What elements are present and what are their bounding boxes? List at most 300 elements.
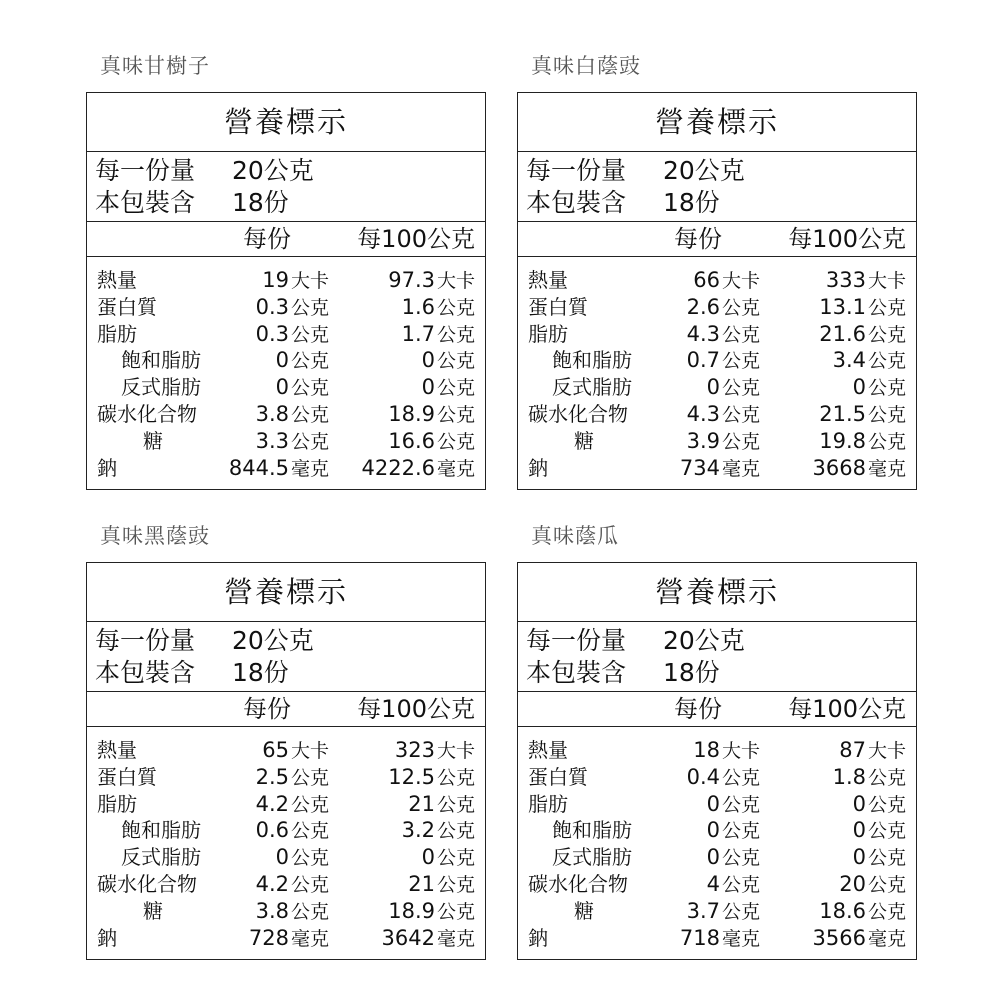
value-unit: 公克 [721,350,760,373]
servings-row [518,187,916,219]
value-number: 728 [248,925,289,950]
nutrient-name: 熱量 [528,268,568,292]
value-unit: 公克 [867,766,906,789]
nutrient-table [87,727,485,959]
servings-value: 18份 [232,658,289,687]
per-serving-header: 每份 [674,225,722,253]
per-100g-value [408,871,475,899]
per-100g-value [362,455,476,483]
per-100g-value [833,764,906,792]
value-unit: 公克 [290,820,329,843]
label-title: 營養標示 [518,563,916,622]
per-serving-value [276,347,329,375]
serving-size-value: 20公克 [663,156,745,185]
per-serving-value [680,925,760,953]
value-number: 4.3 [686,321,720,346]
per-100g-value [395,737,475,765]
value-unit: 公克 [867,900,906,923]
per-100g-value [382,925,475,953]
value-unit: 公克 [721,323,760,346]
value-unit: 大卡 [721,270,760,292]
nutrient-row [518,791,916,818]
nutrient-row [87,321,485,348]
nutrient-row [87,817,485,844]
value-number: 0 [852,375,866,400]
nutrient-row [518,347,916,374]
product-name: 真味白蔭豉 [531,54,641,78]
value-number: 734 [679,455,720,480]
serving-info [518,622,916,692]
servings-value: 18份 [663,658,720,687]
value-number: 4.2 [255,871,289,896]
value-unit: 毫克 [867,927,906,950]
serving-size-value: 20公克 [232,156,314,185]
per-100g-value [402,294,475,322]
nutrient-name: 鈉 [97,455,117,480]
label-title: 營養標示 [87,563,485,622]
nutrient-row [87,267,485,294]
per-serving-value [687,321,760,349]
value-number: 66 [693,268,720,292]
per-100g-value [819,321,906,349]
value-unit: 毫克 [436,927,475,950]
value-unit: 公克 [867,820,906,843]
servings-value: 18份 [663,188,720,217]
value-unit: 大卡 [721,740,760,762]
per-serving-value [256,428,329,456]
value-unit: 公克 [721,873,760,896]
value-unit: 公克 [436,296,475,319]
value-number: 4.2 [255,791,289,816]
value-unit: 公克 [436,377,475,400]
per-serving-value [256,791,329,819]
value-unit: 公克 [721,820,760,843]
nutrient-row [87,764,485,791]
value-number: 3.8 [255,401,289,426]
nutrient-name: 碳水化合物 [528,871,628,896]
nutrient-name: 糖 [143,898,163,923]
value-unit: 毫克 [290,457,329,480]
value-unit: 公克 [867,430,906,453]
value-number: 2.5 [255,764,289,789]
value-unit: 公克 [721,296,760,319]
product-name: 真味甘樹子 [100,54,210,78]
value-number: 1.6 [401,294,435,319]
servings-value: 18份 [232,188,289,217]
nutrient-row [518,898,916,925]
per-100g-value [388,267,475,295]
nutrient-row [518,294,916,321]
value-number: 18.6 [819,898,866,923]
value-number: 87 [839,738,866,762]
serving-size-row [518,155,916,187]
value-unit: 公克 [290,377,329,400]
value-unit: 公克 [290,847,329,870]
per-100g-value [402,321,475,349]
value-number: 844.5 [228,455,289,480]
per-serving-value [707,374,760,402]
nutrient-table [518,727,916,959]
per-serving-value [680,455,760,483]
nutrient-row [87,791,485,818]
value-number: 0.7 [686,348,720,373]
per-100g-value [853,374,906,402]
value-number: 0 [706,818,720,843]
per-100g-value [819,428,906,456]
serving-info [518,152,916,222]
value-unit: 公克 [290,430,329,453]
nutrition-label [86,562,486,960]
value-number: 3.7 [686,898,720,923]
value-unit: 公克 [290,793,329,816]
per-100g-value [388,428,475,456]
per-serving-value [256,321,329,349]
serving-size-value: 20公克 [663,626,745,655]
nutrition-panel [517,50,919,490]
value-number: 3566 [812,925,866,950]
product-name: 真味黑蔭豉 [100,524,210,548]
value-unit: 公克 [436,820,475,843]
nutrient-row [87,844,485,871]
per-100g-value [819,294,906,322]
nutrient-name: 碳水化合物 [97,871,197,896]
per-serving-value [262,737,329,765]
nutrient-name: 飽和脂肪 [121,818,201,843]
nutrient-row [87,347,485,374]
value-unit: 公克 [290,873,329,896]
nutrient-row [518,844,916,871]
nutrient-name: 熱量 [97,738,137,762]
value-number: 18.9 [388,401,435,426]
per-100g-value [388,898,475,926]
per-serving-value [687,294,760,322]
nutrient-row [87,871,485,898]
per-100g-value [826,267,906,295]
value-unit: 大卡 [290,740,329,762]
nutrient-row [87,401,485,428]
nutrient-row [87,455,485,482]
value-number: 12.5 [388,764,435,789]
per-serving-header: 每份 [243,695,291,723]
value-number: 4222.6 [361,455,435,480]
per-100g-value [839,871,906,899]
value-unit: 公克 [436,403,475,426]
nutrient-name: 鈉 [528,925,548,950]
per-100g-value [853,791,906,819]
nutrient-name: 熱量 [528,738,568,762]
per-serving-value [687,428,760,456]
value-unit: 公克 [867,377,906,400]
value-unit: 公克 [721,847,760,870]
nutrient-row [518,455,916,482]
value-unit: 公克 [290,403,329,426]
value-number: 3.8 [255,898,289,923]
per-100g-value [408,791,475,819]
value-unit: 公克 [290,766,329,789]
value-unit: 公克 [436,900,475,923]
value-number: 18 [693,738,720,762]
serving-info [87,152,485,222]
nutrient-row [518,321,916,348]
value-number: 3.2 [401,818,435,843]
serving-size-row [87,155,485,187]
per-serving-value [276,374,329,402]
per-serving-value [687,764,760,792]
per-serving-value [707,871,760,899]
nutrient-row [518,871,916,898]
nutrient-name: 脂肪 [528,321,568,346]
value-number: 0.4 [686,764,720,789]
servings-label: 本包裝含 [526,658,627,687]
value-unit: 大卡 [867,740,906,762]
serving-size-row [87,625,485,657]
value-unit: 公克 [721,430,760,453]
value-number: 0 [275,845,289,870]
servings-row [87,657,485,689]
value-unit: 公克 [290,350,329,373]
per-serving-value [687,401,760,429]
nutrient-name: 蛋白質 [528,294,588,319]
value-unit: 公克 [867,403,906,426]
value-unit: 毫克 [721,927,760,950]
per-serving-header: 每份 [243,225,291,253]
nutrition-label [86,92,486,490]
per-100g-value [813,925,906,953]
per-serving-value [256,764,329,792]
value-number: 16.6 [388,428,435,453]
value-number: 3642 [381,925,435,950]
nutrition-panel [86,520,488,960]
nutrient-name: 蛋白質 [528,764,588,789]
value-number: 0 [421,375,435,400]
label-title: 營養標示 [87,93,485,152]
per-serving-value [229,455,329,483]
nutrient-table [87,257,485,489]
nutrient-row [87,925,485,952]
per-100g-value [853,817,906,845]
value-unit: 毫克 [436,457,475,480]
value-number: 0.3 [255,294,289,319]
nutrient-row [518,764,916,791]
value-unit: 公克 [867,793,906,816]
per-100g-value [839,737,906,765]
value-number: 2.6 [686,294,720,319]
value-unit: 公克 [721,900,760,923]
nutrient-name: 飽和脂肪 [121,348,201,373]
value-unit: 毫克 [867,457,906,480]
nutrient-name: 蛋白質 [97,294,157,319]
per-serving-value [707,844,760,872]
value-unit: 毫克 [721,457,760,480]
nutrient-row [518,374,916,401]
value-number: 4 [706,871,720,896]
value-number: 21 [408,791,435,816]
value-unit: 公克 [436,873,475,896]
nutrient-name: 脂肪 [528,791,568,816]
value-number: 3668 [812,455,866,480]
nutrition-label [517,92,917,490]
per-100g-value [402,817,475,845]
per-serving-value [256,898,329,926]
nutrient-name: 糖 [574,898,594,923]
nutrient-table [518,257,916,489]
nutrient-name: 飽和脂肪 [552,348,632,373]
per-100g-value [819,401,906,429]
nutrition-label [517,562,917,960]
nutrient-name: 脂肪 [97,321,137,346]
per-serving-value [707,817,760,845]
per-serving-value [256,401,329,429]
nutrient-row [518,267,916,294]
value-unit: 公克 [290,900,329,923]
nutrition-panel [517,520,919,960]
value-unit: 公克 [436,766,475,789]
value-unit: 公克 [436,430,475,453]
value-unit: 毫克 [290,927,329,950]
value-unit: 公克 [867,847,906,870]
nutrient-row [518,428,916,455]
value-unit: 公克 [867,323,906,346]
value-number: 21 [408,871,435,896]
value-number: 0.3 [255,321,289,346]
value-number: 0 [706,791,720,816]
per-100g-value [813,455,906,483]
nutrition-panel [86,50,488,490]
per-serving-value [276,844,329,872]
per-100g-value [388,401,475,429]
product-name: 真味蔭瓜 [531,524,619,548]
nutrient-name: 鈉 [97,925,117,950]
value-number: 97.3 [388,268,435,292]
value-unit: 公克 [721,766,760,789]
value-number: 323 [394,738,435,762]
value-unit: 公克 [436,847,475,870]
value-number: 0 [706,845,720,870]
nutrient-name: 糖 [574,428,594,453]
value-unit: 大卡 [867,270,906,292]
value-unit: 公克 [436,350,475,373]
per-serving-value [693,737,760,765]
servings-label: 本包裝含 [95,188,196,217]
servings-row [518,657,916,689]
per-serving-value [256,871,329,899]
nutrient-row [87,294,485,321]
per-serving-value [262,267,329,295]
nutrient-row [518,737,916,764]
value-number: 3.3 [255,428,289,453]
nutrient-row [87,374,485,401]
servings-label: 本包裝含 [95,658,196,687]
column-header [518,692,916,727]
nutrient-name: 碳水化合物 [528,401,628,426]
serving-size-label: 每一份量 [526,626,627,655]
value-number: 0 [275,375,289,400]
per-serving-value [256,294,329,322]
per-100g-value [422,347,475,375]
value-number: 1.7 [401,321,435,346]
value-number: 19.8 [819,428,866,453]
column-header [518,222,916,257]
serving-size-label: 每一份量 [526,156,627,185]
per-serving-value [687,898,760,926]
nutrient-name: 反式脂肪 [121,375,201,400]
per-serving-value [687,347,760,375]
per-100g-value [422,844,475,872]
value-unit: 公克 [436,323,475,346]
value-number: 0.6 [255,818,289,843]
serving-size-value: 20公克 [232,626,314,655]
value-unit: 大卡 [436,740,475,762]
nutrient-name: 反式脂肪 [552,845,632,870]
nutrient-name: 熱量 [97,268,137,292]
servings-label: 本包裝含 [526,188,627,217]
label-title: 營養標示 [518,93,916,152]
value-number: 0 [852,791,866,816]
value-number: 0 [852,845,866,870]
value-unit: 公克 [867,873,906,896]
nutrient-row [87,428,485,455]
value-unit: 公克 [436,793,475,816]
per-100g-value [819,898,906,926]
value-number: 4.3 [686,401,720,426]
servings-row [87,187,485,219]
nutrient-name: 糖 [143,428,163,453]
per-100g-header: 每100公克 [357,225,475,253]
nutrient-row [518,401,916,428]
nutrient-row [518,817,916,844]
value-number: 18.9 [388,898,435,923]
value-number: 21.5 [819,401,866,426]
value-number: 0 [706,375,720,400]
value-number: 21.6 [819,321,866,346]
per-100g-header: 每100公克 [357,695,475,723]
value-unit: 大卡 [290,270,329,292]
nutrient-name: 飽和脂肪 [552,818,632,843]
nutrient-name: 蛋白質 [97,764,157,789]
value-unit: 公克 [290,296,329,319]
nutrient-name: 鈉 [528,455,548,480]
per-serving-value [249,925,329,953]
nutrient-row [518,925,916,952]
column-header [87,222,485,257]
value-number: 0 [852,818,866,843]
nutrient-name: 碳水化合物 [97,401,197,426]
per-serving-value [256,817,329,845]
value-unit: 公克 [867,350,906,373]
value-unit: 公克 [867,296,906,319]
value-number: 3.9 [686,428,720,453]
per-serving-value [693,267,760,295]
per-serving-value [707,791,760,819]
value-unit: 公克 [290,323,329,346]
value-number: 3.4 [832,348,866,373]
serving-size-label: 每一份量 [95,156,196,185]
value-number: 65 [262,738,289,762]
value-number: 0 [421,348,435,373]
nutrient-name: 脂肪 [97,791,137,816]
serving-size-label: 每一份量 [95,626,196,655]
value-number: 1.8 [832,764,866,789]
per-100g-header: 每100公克 [788,695,906,723]
value-number: 20 [839,871,866,896]
per-100g-value [422,374,475,402]
value-number: 718 [679,925,720,950]
nutrient-row [87,737,485,764]
value-number: 13.1 [819,294,866,319]
column-header [87,692,485,727]
nutrient-name: 反式脂肪 [121,845,201,870]
value-unit: 公克 [721,793,760,816]
